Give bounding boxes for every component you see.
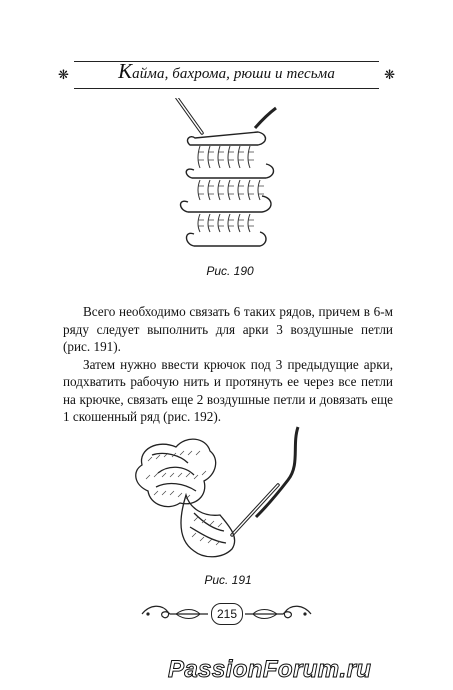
paragraph: Затем нужно ввести крючок под 3 предыдущие арки, подхватить рабочую нить и протянуть ее через все петли на крючке, связать еще 2 воздушные петли и довязать еще 1 скошенный ряд (рис. 192). bbox=[63, 356, 393, 424]
flower-ornament-icon: ❋ bbox=[58, 67, 69, 82]
body-text bbox=[63, 303, 393, 426]
page-footer bbox=[140, 600, 313, 628]
ornament-flourish-left-icon bbox=[140, 600, 210, 628]
running-header bbox=[60, 58, 393, 90]
flower-ornament-icon: ❋ bbox=[384, 67, 395, 82]
crochet-cluster-illustration bbox=[128, 425, 328, 570]
paragraph: Всего необходимо связать 6 таких рядов, причем в 6-м ряду следует выполнить для арки 3 воздушные петли (рис. 191). bbox=[63, 304, 393, 354]
page-number: 215 bbox=[211, 603, 243, 625]
site-watermark: PassionForum.ru bbox=[168, 656, 372, 683]
figure-191 bbox=[128, 425, 328, 595]
header-bottom-rule bbox=[74, 88, 379, 89]
ornament-flourish-right-icon bbox=[243, 600, 313, 628]
crochet-stitch-illustration bbox=[150, 98, 310, 258]
figure-190 bbox=[150, 98, 310, 288]
title-text: айма, бахрома, рюши и тесьма bbox=[132, 66, 335, 82]
figure-caption: Рис. 190 bbox=[206, 264, 254, 278]
figure-caption: Рис. 191 bbox=[204, 573, 252, 587]
title-initial: К bbox=[118, 59, 133, 83]
running-header-title bbox=[60, 59, 393, 83]
